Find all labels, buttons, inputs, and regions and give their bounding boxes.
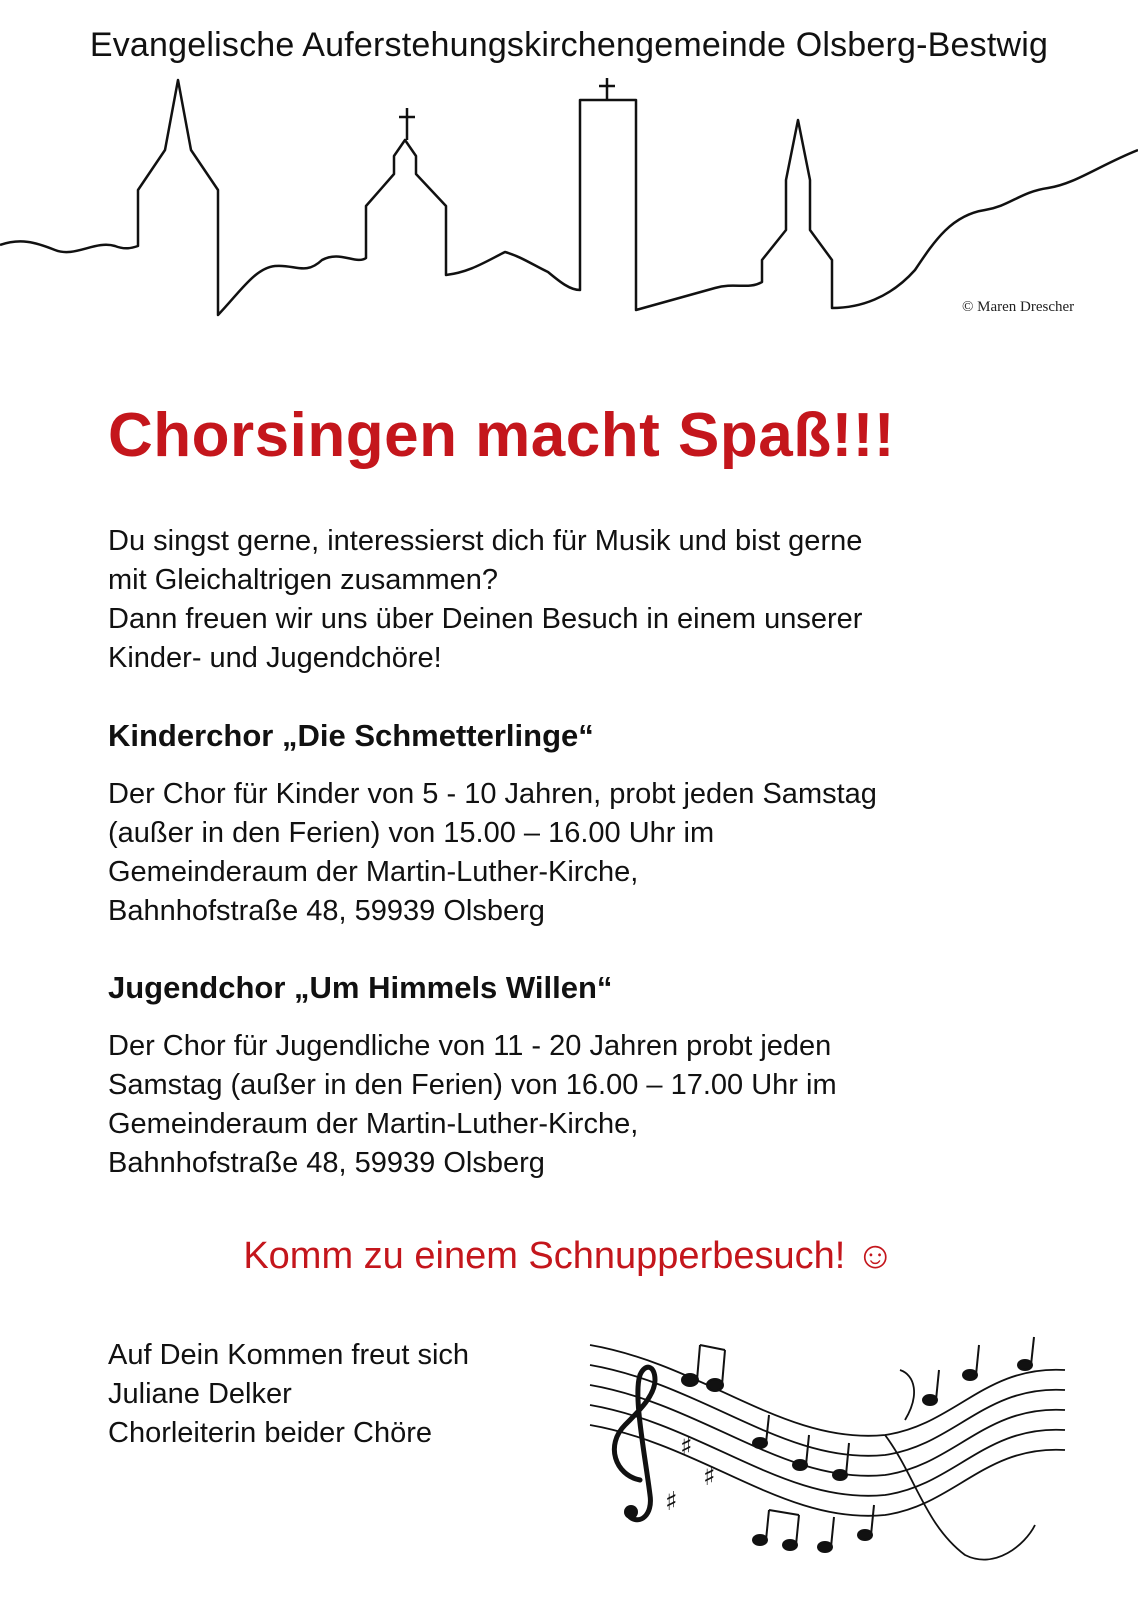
signoff-line: Juliane Delker (108, 1378, 292, 1410)
intro-line: mit Gleichaltrigen zusammen? (108, 564, 499, 596)
church-skyline-icon (0, 70, 1138, 330)
kinderchor-details (108, 775, 1048, 931)
intro-paragraph (108, 522, 1028, 678)
call-to-action: Komm zu einem Schnupperbesuch! ☺ (243, 1235, 895, 1277)
kinderchor-line: Der Chor für Kinder von 5 - 10 Jahren, probt jeden Samstag (108, 778, 877, 810)
jugendchor-heading: Jugendchor „Um Himmels Willen“ (108, 970, 613, 1005)
intro-line: Dann freuen wir uns über Deinen Besuch in einem unserer (108, 603, 863, 635)
svg-text:♯: ♯ (665, 1487, 678, 1517)
signoff-line: Chorleiterin beider Chöre (108, 1417, 432, 1449)
jugendchor-line: Der Chor für Jugendliche von 11 - 20 Jahren probt jeden (108, 1030, 832, 1062)
header-organization: Evangelische Auferstehungskirchengemeinde Olsberg-Bestwig (89, 26, 1049, 64)
copyright-note: © Maren Drescher (962, 299, 1075, 315)
signoff-line: Auf Dein Kommen freut sich (108, 1339, 470, 1371)
svg-text:♯: ♯ (680, 1432, 693, 1462)
kinderchor-line: (außer in den Ferien) von 15.00 – 16.00 Uhr im (108, 817, 715, 849)
kinderchor-line: Gemeinderaum der Martin-Luther-Kirche, (108, 856, 639, 888)
jugendchor-line: Gemeinderaum der Martin-Luther-Kirche, (108, 1108, 639, 1140)
jugendchor-line: Bahnhofstraße 48, 59939 Olsberg (108, 1147, 545, 1179)
svg-text:♯: ♯ (703, 1462, 716, 1492)
intro-line: Du singst gerne, interessierst dich für Musik und bist gerne (108, 525, 863, 557)
signoff (108, 1336, 469, 1453)
music-staff-icon (585, 1325, 1075, 1570)
intro-line: Kinder- und Jugendchöre! (108, 642, 442, 674)
jugendchor-line: Samstag (außer in den Ferien) von 16.00 – 17.00 Uhr im (108, 1069, 837, 1101)
kinderchor-heading: Kinderchor „Die Schmetterlinge“ (108, 718, 594, 753)
page-title: Chorsingen macht Spaß!!! (108, 401, 896, 470)
jugendchor-details (108, 1027, 1048, 1183)
kinderchor-line: Bahnhofstraße 48, 59939 Olsberg (108, 895, 545, 927)
